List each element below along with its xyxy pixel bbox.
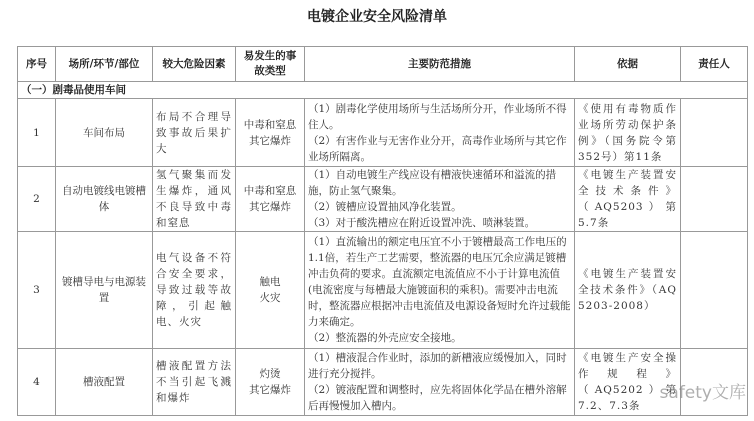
header-basis: 依据: [575, 47, 681, 82]
hazard-cell: 氢气聚集而发生爆炸，通风不良导致中毒和窒息: [153, 167, 236, 232]
basis-cell: 《使用有毒物质作业场所劳动保护条例》（国务院令第352号）第11条: [575, 99, 681, 167]
place-cell: 槽液配置: [56, 349, 153, 416]
row-number: 4: [18, 349, 56, 416]
row-number: 1: [18, 99, 56, 167]
header-place: 场所/环节/部位: [56, 47, 153, 82]
table-row: [18, 232, 748, 349]
measure-item: （1）直流输出的额定电压宜不小于镀槽最高工作电压的1.1倍，若生产工艺需要，整流器的电压冗余应满足镀槽冲击负荷的要求。直流额定电流值应不小于计算电流值(电流密度与每槽最大施镀面积的乘积)。需要冲击电流时，整流器应根据冲击电流值及电源设备短时允许过载能力来确定。: [308, 236, 571, 328]
basis-cell: 《电镀生产装置安全技术条件》（AQ5203）第5.7条: [575, 167, 681, 232]
measures-cell: [305, 167, 575, 232]
owner-cell: [681, 232, 748, 349]
place-cell: 车间布局: [56, 99, 153, 167]
accident-type: 灼烫: [259, 368, 281, 380]
accident-type-cell: [236, 99, 305, 167]
measure-item: （3）对于酸洗槽应在附近设置冲洗、喷淋装置。: [308, 217, 536, 229]
row-number: 2: [18, 167, 56, 232]
accident-type: 中毒和窒息: [243, 185, 297, 197]
owner-cell: [681, 99, 748, 167]
accident-type: 中毒和窒息: [243, 118, 297, 131]
watermark: safety文库: [659, 383, 746, 403]
measures-cell: [305, 232, 575, 349]
table-row: [18, 99, 748, 167]
accident-type: 火灾: [259, 292, 281, 304]
accident-type-cell: [236, 167, 305, 232]
header-owner: 责任人: [681, 47, 748, 82]
risk-table: [17, 46, 748, 416]
place-cell: 镀槽导电与电源装置: [56, 232, 153, 349]
table-row: [18, 349, 748, 416]
row-number: 3: [18, 232, 56, 349]
basis-cell: 《电镀生产装置安全技术条件》（AQ 5203-2008）: [575, 232, 681, 349]
header-hazard: 较大危险因素: [153, 47, 236, 82]
basis-cell: 《电镀生产安全操作规程》（AQ5202）第7.2、7.3条: [575, 349, 681, 416]
place-cell: 自动电镀线电镀槽体: [56, 167, 153, 232]
measures-cell: [305, 99, 575, 167]
accident-type-cell: [236, 349, 305, 416]
measure-item: （1）自动电镀生产线应设有槽液快速循环和溢流的措施，防止氢气聚集。: [308, 169, 557, 197]
measure-item: （2）镀液配置和调整时，应先将固体化学品在槽外溶解后再慢慢加入槽内。: [308, 384, 567, 412]
header-accident: 易发生的事故类型: [236, 47, 305, 82]
measures-cell: [305, 349, 575, 416]
header-no: 序号: [18, 47, 56, 82]
accident-type: 其它爆炸: [249, 201, 291, 213]
measure-item: （2）有害作业与无害作业分开，高毒作业场所与其它作业场所隔离。: [308, 134, 567, 163]
measure-item: （2）整流器的外壳应安全接地。: [308, 332, 462, 344]
accident-type: 其它爆炸: [249, 134, 291, 147]
accident-type-cell: [236, 232, 305, 349]
hazard-cell: 布局不合理导致事故后果扩大: [153, 99, 236, 167]
measure-item: （2）镀槽应设置抽风净化装置。: [308, 201, 462, 213]
owner-cell: [681, 167, 748, 232]
hazard-cell: 电气设备不符合安全要求，导致过载等故障，引起触电、火灾: [153, 232, 236, 349]
header-measures: 主要防范措施: [305, 47, 575, 82]
document-title: 电镀企业安全风险清单: [307, 9, 447, 25]
measure-item: （1）槽液混合作业时，添加的新槽液应缓慢加入，同时进行充分搅拌。: [308, 352, 567, 380]
hazard-cell: 槽液配置方法不当引起飞溅和爆炸: [153, 349, 236, 416]
section-title: （一）剧毒品使用车间: [18, 82, 748, 99]
accident-type: 其它爆炸: [249, 384, 291, 396]
section-row: [18, 82, 748, 99]
accident-type: 触电: [259, 276, 281, 288]
table-row: [18, 167, 748, 232]
measure-item: （1）剧毒化学使用场所与生活场所分开，作业场所不得住人。: [308, 102, 567, 131]
table-header-row: [18, 47, 748, 82]
